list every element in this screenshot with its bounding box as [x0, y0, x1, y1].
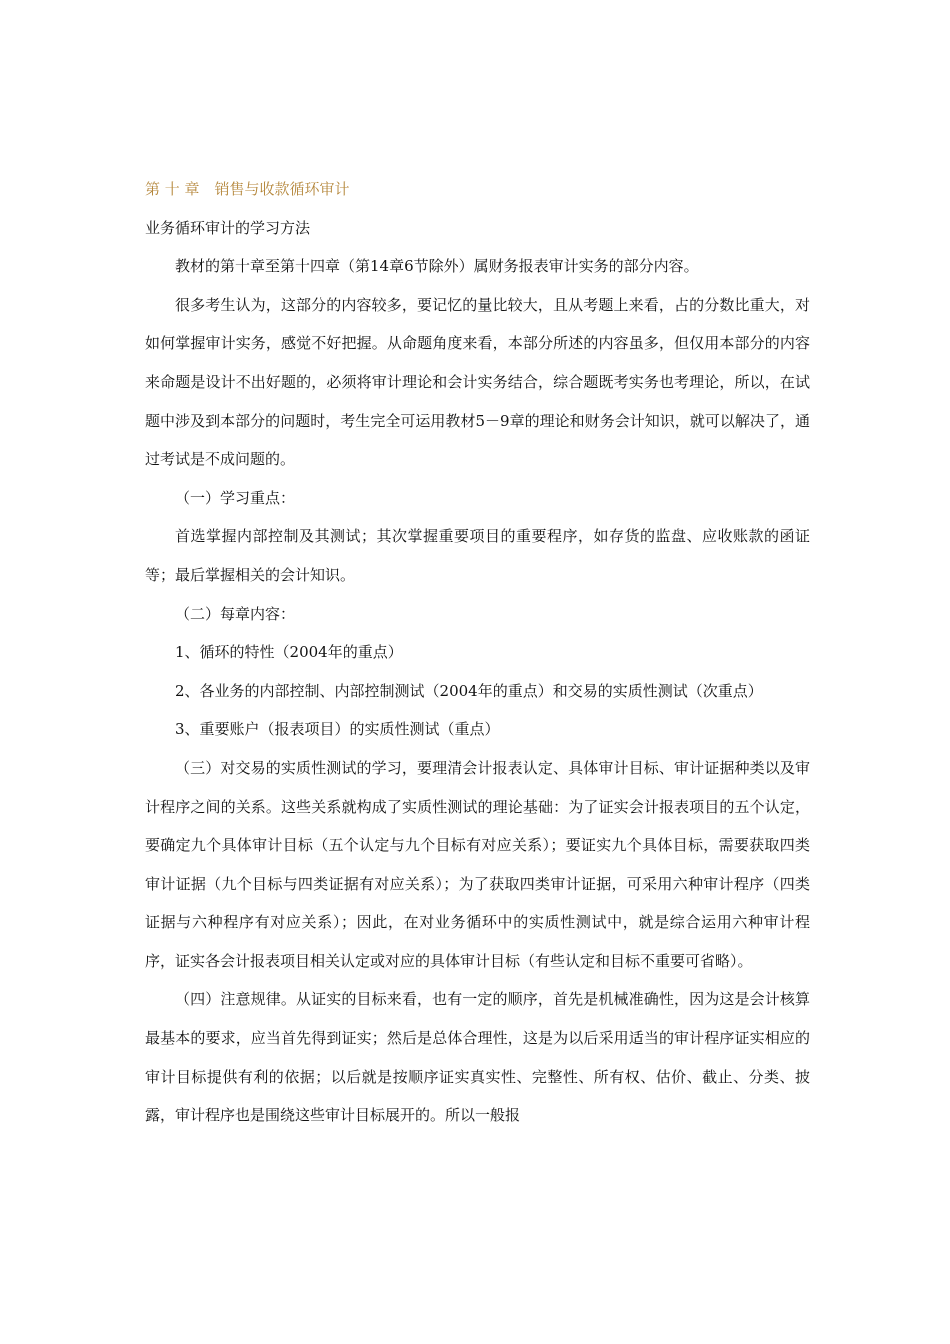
paragraph-exam-view: 很多考生认为，这部分的内容较多，要记忆的量比较大，且从考题上来看，占的分数比重大，对如何掌握审计实务，感觉不好把握。从命题角度来看，本部分所述的内容虽多，但仅用本部分的内容来命题是设计不出好题的，必须将审计理论和会计实务结合，综合题既考实务也考理论，所以，在试题中涉及到本部分的问题时，考生完全可运用教材5－9章的理论和财务会计知识，就可以解决了，通过考试是不成问题的。	[145, 295, 810, 469]
heading-study-focus: （一）学习重点：	[175, 488, 296, 507]
paragraph-patterns: （四）注意规律。从证实的目标来看，也有一定的顺序，首先是机械准确性，因为这是会计核算最基本的要求，应当首先得到证实；然后是总体合理性，这是为以后采用适当的审计程序证实相应的审计目标提供有利的依据；以后就是按顺序证实真实性、完整性、所有权、估价、截止、分类、披露，审计程序也是围绕这些审计目标展开的。所以一般报	[145, 990, 810, 1125]
chapter-title: 第 十 章 销售与收款循环审计	[145, 180, 350, 198]
paragraph-study-focus: 首选掌握内部控制及其测试；其次掌握重要项目的重要程序，如存货的监盘、应收账款的函证等；最后掌握相关的会计知识。	[145, 527, 810, 584]
list-item-2: 2、各业务的内部控制、内部控制测试（2004年的重点）和交易的实质性测试（次重点）	[175, 681, 763, 700]
list-item-3: 3、重要账户（报表项目）的实质性测试（重点）	[175, 720, 500, 739]
paragraph-substantive-tests: （三）对交易的实质性测试的学习，要理清会计报表认定、具体审计目标、审计证据种类以及审计程序之间的关系。这些关系就构成了实质性测试的理论基础：为了证实会计报表项目的五个认定，要确定九个具体审计目标（五个认定与九个目标有对应关系）；要证实九个具体目标，需要获取四类审计证据（九个目标与四类证据有对应关系）；为了获取四类审计证据，可采用六种审计程序（四类证据与六种程序有对应关系）；因此，在对业务循环中的实质性测试中，就是综合运用六种审计程序，证实各会计报表项目相关认定或对应的具体审计目标（有些认定和目标不重要可省略）。	[145, 758, 810, 970]
list-item-1: 1、循环的特性（2004年的重点）	[175, 643, 403, 662]
paragraph-intro: 教材的第十章至第十四章（第14章6节除外）属财务报表审计实务的部分内容。	[175, 257, 699, 276]
heading-chapter-content: （二）每章内容：	[175, 604, 296, 623]
document-body	[145, 170, 810, 1135]
section-title: 业务循环审计的学习方法	[145, 218, 311, 237]
